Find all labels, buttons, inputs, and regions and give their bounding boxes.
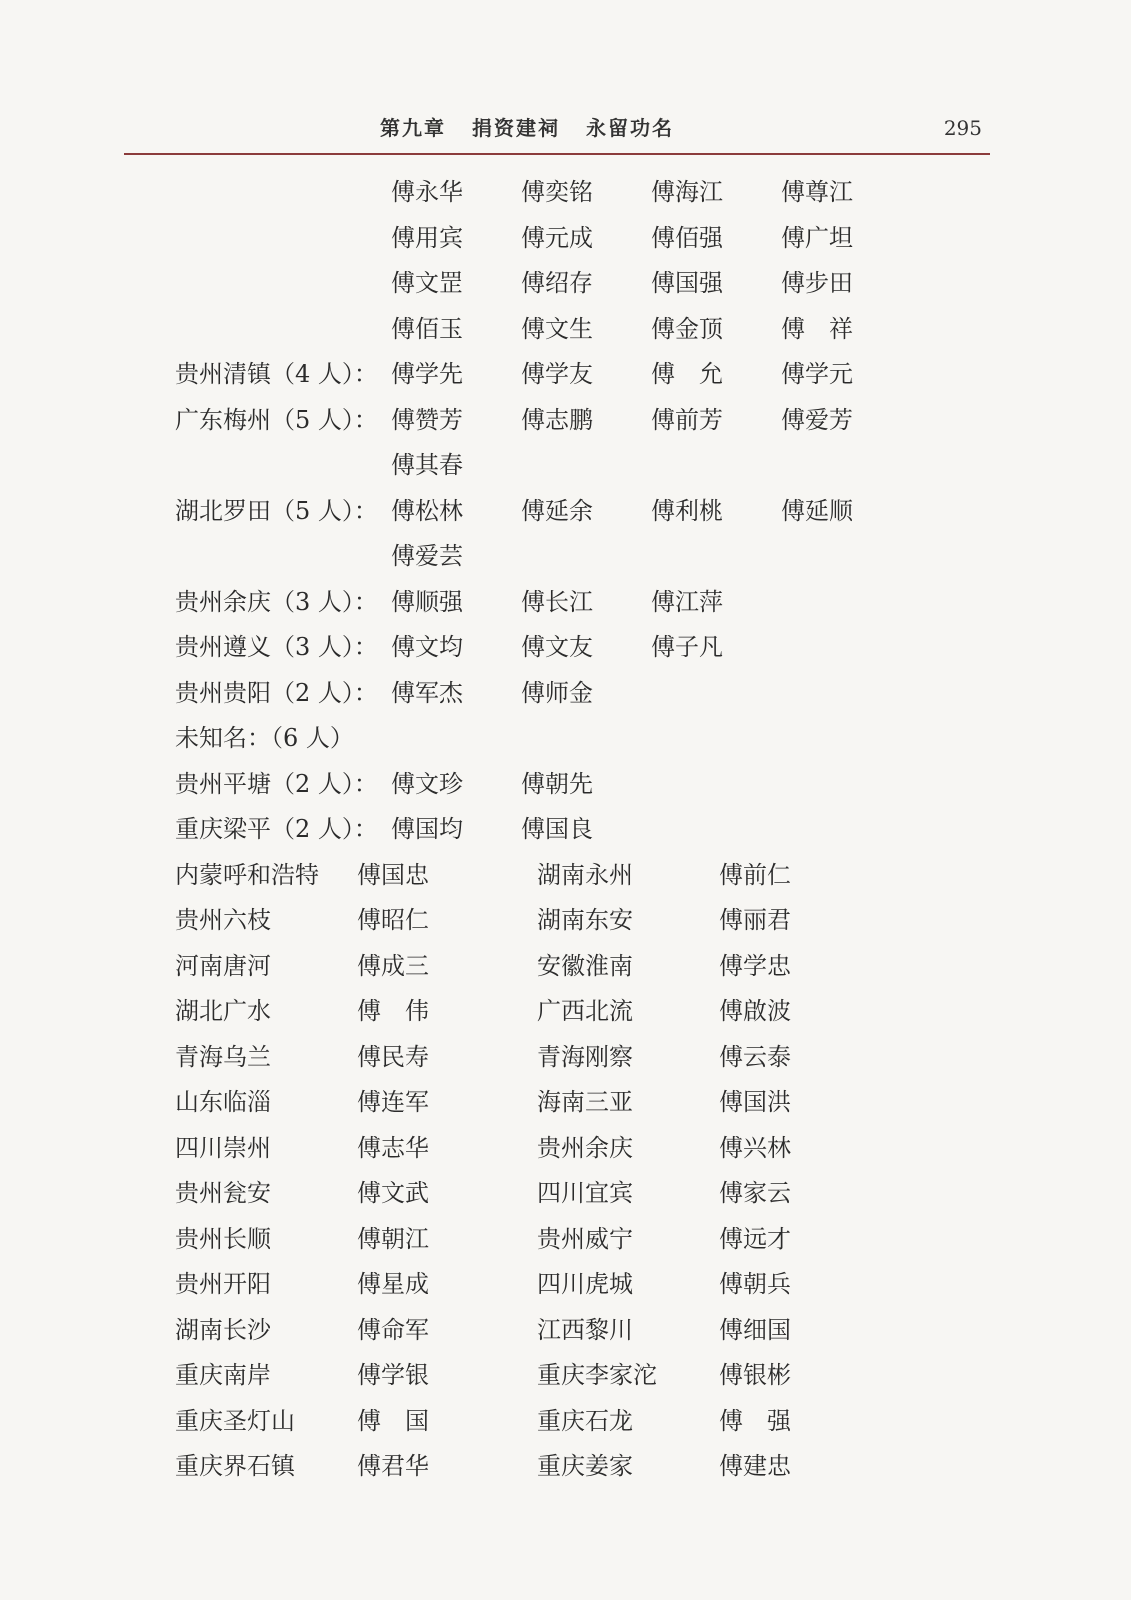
donor-name: 傅用宾 [391, 223, 463, 252]
listing-row [175, 398, 955, 444]
listing-row [175, 489, 955, 535]
donor-name: 傅朝兵 [719, 1270, 791, 1298]
region-cell: 贵州长顺 [175, 1224, 271, 1253]
donor-name: 傅学元 [781, 360, 853, 388]
donor-name: 傅爱芸 [391, 542, 463, 570]
donor-name: 傅朝先 [521, 769, 593, 798]
donor-list [175, 170, 955, 1490]
region-cell: 广西北流 [537, 997, 633, 1025]
donor-name: 傅长江 [521, 587, 593, 616]
donor-name: 傅爱芳 [781, 405, 853, 434]
region-cell: 贵州余庆 [537, 1133, 633, 1162]
donor-name: 傅学忠 [719, 951, 791, 980]
donor-name: 傅佰玉 [391, 314, 463, 343]
listing-row [175, 261, 955, 307]
donor-name: 傅文生 [521, 314, 593, 343]
donor-name: 傅顺强 [391, 587, 463, 616]
region-cell: 重庆南岸 [175, 1361, 271, 1389]
listing-row [175, 580, 955, 626]
donor-name: 傅文均 [391, 633, 463, 661]
region-label: 贵州清镇（4 人）： [175, 360, 378, 388]
donor-name: 傅兴林 [719, 1133, 791, 1162]
chapter-label: 第九章 [380, 116, 446, 140]
region-cell: 重庆李家沱 [537, 1361, 657, 1389]
donor-name: 傅学银 [357, 1361, 429, 1389]
region-label [175, 261, 391, 307]
listing-row [175, 216, 955, 262]
donor-name: 傅国均 [391, 815, 463, 843]
region-donor-rows [175, 170, 955, 853]
donor-name: 傅 伟 [357, 997, 429, 1025]
listing-row [175, 807, 955, 853]
donor-name: 傅银彬 [719, 1361, 791, 1389]
donor-name: 傅国忠 [357, 860, 429, 889]
region-cell: 重庆石龙 [537, 1406, 633, 1435]
donor-name: 傅奕铭 [521, 178, 593, 206]
donor-name: 傅云泰 [719, 1042, 791, 1071]
region-cell: 重庆姜家 [537, 1452, 633, 1480]
region-label: 湖北罗田（5 人）： [175, 496, 378, 525]
region-label: 未知名：（6 人） [175, 724, 354, 752]
region-cell: 河南唐河 [175, 951, 271, 980]
page-number: 295 [943, 116, 982, 140]
section-title-2: 永留功名 [586, 116, 674, 140]
donor-name: 傅细国 [719, 1315, 791, 1344]
region-cell: 海南三亚 [537, 1088, 633, 1116]
donor-name: 傅志华 [357, 1133, 429, 1162]
donor-name: 傅远才 [719, 1224, 791, 1253]
donor-name: 傅啟波 [719, 997, 791, 1025]
donor-name: 傅文友 [521, 633, 593, 661]
region-cell: 贵州开阳 [175, 1270, 271, 1298]
donor-name: 傅文武 [357, 1179, 429, 1207]
listing-row [175, 671, 955, 717]
region-cell: 重庆圣灯山 [175, 1406, 295, 1435]
chapter-title [380, 112, 674, 141]
donor-name: 傅学先 [391, 360, 463, 388]
region-label [175, 170, 391, 216]
donor-name: 傅金顶 [651, 314, 723, 343]
donor-name: 傅国良 [521, 815, 593, 843]
region-cell: 四川崇州 [175, 1133, 271, 1162]
region-cell: 湖南长沙 [175, 1315, 271, 1344]
running-header [124, 108, 990, 152]
region-label: 重庆梁平（2 人）： [175, 815, 378, 843]
region-cell: 青海乌兰 [175, 1042, 271, 1071]
donor-name: 傅星成 [357, 1270, 429, 1298]
donor-name: 傅建忠 [719, 1452, 791, 1480]
donor-name: 傅成三 [357, 951, 429, 980]
donor-name: 傅命军 [357, 1315, 429, 1344]
donor-name: 傅国洪 [719, 1088, 791, 1116]
region-label: 广东梅州（5 人）： [175, 405, 378, 434]
region-label: 贵州余庆（3 人）： [175, 587, 378, 616]
donor-name: 傅延顺 [781, 496, 853, 525]
region-cell: 青海刚察 [537, 1042, 633, 1071]
donor-name: 傅文罡 [391, 269, 463, 297]
region-cell: 重庆界石镇 [175, 1452, 295, 1480]
donor-name: 傅延余 [521, 496, 593, 525]
donor-name: 傅连军 [357, 1088, 429, 1116]
donor-name: 傅文珍 [391, 769, 463, 798]
region-name-grid [175, 853, 955, 1490]
donor-name: 傅江萍 [651, 587, 723, 616]
region-cell: 贵州瓮安 [175, 1179, 271, 1207]
donor-name: 傅前芳 [651, 405, 723, 434]
region-cell: 内蒙呼和浩特 [175, 860, 319, 889]
donor-name: 傅 国 [357, 1406, 429, 1435]
header-rule [124, 153, 990, 155]
listing-row [175, 762, 955, 808]
donor-name: 傅家云 [719, 1179, 791, 1207]
section-title-1: 捐资建祠 [472, 116, 560, 140]
donor-name: 傅丽君 [719, 906, 791, 934]
region-cell: 山东临淄 [175, 1088, 271, 1116]
listing-row [175, 625, 955, 671]
listing-row [175, 352, 955, 398]
region-cell: 湖南永州 [537, 860, 633, 889]
donor-name: 傅前仁 [719, 860, 791, 889]
donor-name: 傅师金 [521, 678, 593, 707]
donor-name: 傅赞芳 [391, 405, 463, 434]
donor-name: 傅绍存 [521, 269, 593, 297]
donor-name: 傅昭仁 [357, 906, 429, 934]
donor-name: 傅 允 [651, 360, 723, 388]
donor-name: 傅利桃 [651, 496, 723, 525]
donor-name: 傅广坦 [781, 223, 853, 252]
listing-row [175, 170, 955, 216]
region-label: 贵州平塘（2 人）： [175, 769, 378, 798]
region-label [175, 307, 391, 353]
donor-name: 傅松林 [391, 496, 463, 525]
donor-name: 傅民寿 [357, 1042, 429, 1071]
region-cell: 贵州威宁 [537, 1224, 633, 1253]
donor-name: 傅 强 [719, 1406, 791, 1435]
region-cell: 江西黎川 [537, 1315, 633, 1344]
donor-name: 傅志鹏 [521, 405, 593, 434]
listing-row [175, 716, 955, 762]
donor-name: 傅君华 [357, 1452, 429, 1480]
donor-name: 傅学友 [521, 360, 593, 388]
donor-name: 傅海江 [651, 178, 723, 206]
donor-name: 傅 祥 [781, 314, 853, 343]
region-cell: 贵州六枝 [175, 906, 271, 934]
region-cell: 四川宜宾 [537, 1179, 633, 1207]
region-label [175, 443, 391, 489]
region-label [175, 216, 391, 262]
donor-name: 傅元成 [521, 223, 593, 252]
region-cell: 湖南东安 [537, 906, 633, 934]
listing-row [175, 534, 955, 580]
region-label: 贵州贵阳（2 人）： [175, 678, 378, 707]
region-label: 贵州遵义（3 人）： [175, 633, 378, 661]
donor-name: 傅佰强 [651, 223, 723, 252]
region-cell: 安徽淮南 [537, 951, 633, 980]
donor-name: 傅军杰 [391, 678, 463, 707]
region-cell: 湖北广水 [175, 997, 271, 1025]
donor-name: 傅国强 [651, 269, 723, 297]
listing-row [175, 307, 955, 353]
region-cell: 四川虎城 [537, 1270, 633, 1298]
donor-name: 傅其春 [391, 451, 463, 479]
donor-name: 傅尊江 [781, 178, 853, 206]
donor-name: 傅子凡 [651, 633, 723, 661]
donor-name: 傅步田 [781, 269, 853, 297]
donor-name: 傅朝江 [357, 1224, 429, 1253]
listing-row [175, 443, 955, 489]
region-label [175, 534, 391, 580]
donor-name: 傅永华 [391, 178, 463, 206]
